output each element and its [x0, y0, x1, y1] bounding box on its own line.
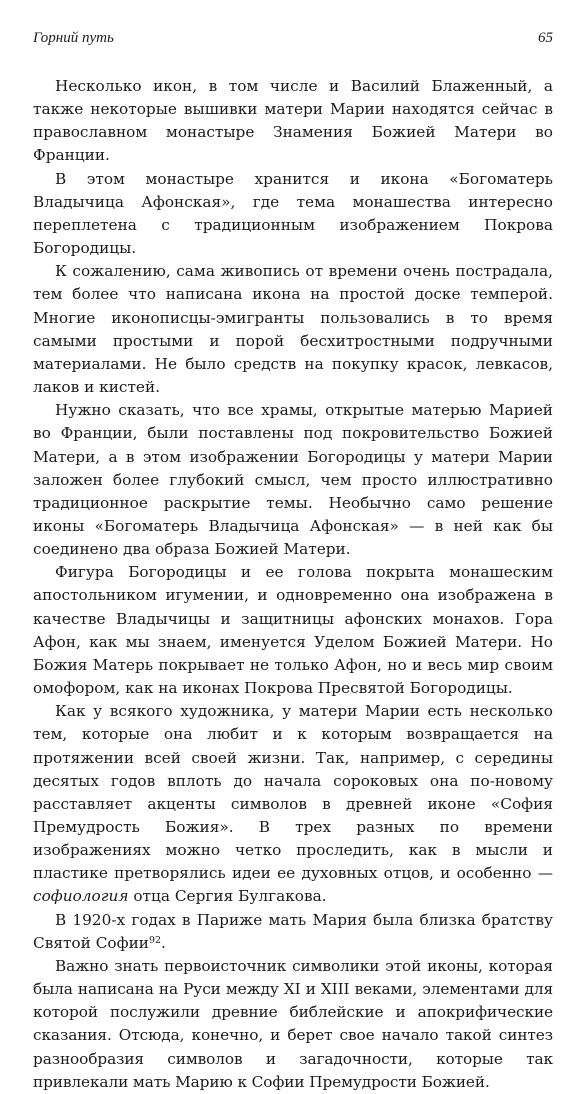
paragraph: Несколько икон, в том числе и Василий Блаженный, а также некоторые вышивки матери Марии находятся сейчас в православном монастыре Знамения Божией Матери во Франции.	[33, 77, 553, 165]
paragraph-text: .	[161, 933, 166, 952]
paragraph-text: отца Сергия Булгакова.	[128, 887, 327, 906]
paragraph: Нужно сказать, что все храмы, открытые матерью Марией во Франции, были поставлены под покровительство Божией Матери, а в этом изображении Богородицы у матери Марии заложен более глубокий смысл, чем просто иллюстративно традиционное раскрытие темы. Необычно само решение иконы «Богоматерь Владычица Афонская» — в ней как бы соединено два образа Божией Матери.	[33, 401, 553, 559]
paragraph: Важно знать первоисточник символики этой иконы, которая была написана на Руси между XI и XIII веками, элементами для которой послужили древние библейские и апокрифические сказания. Отсюда, конечно, и берет свое начало такой синтез разнообразия символов и загадочности, которые так привлекали мать Марию к Софии Премудрости Божией.	[33, 956, 553, 1091]
emphasis-term: софиология	[33, 887, 129, 906]
body-text	[33, 75, 553, 1094]
paragraph: Фигура Богородицы и ее голова покрыта монашеским апостольником игумении, и одновременно она изображена в качестве Владычицы и защитницы афонских монахов. Гора Афон, как мы знаем, именуется Уделом Божией Матери. Но Божия Матерь покрывает не только Афон, но и весь мир своим омофором, как на иконах Покрова Пресвятой Богородицы.	[33, 563, 553, 698]
paragraph: В этом монастыре хранится и икона «Богоматерь Владычица Афонская», где тема монашества интересно переплетена с традиционным изображением Покрова Богородицы.	[33, 169, 553, 258]
paragraph-text: Как у всякого художника, у матери Марии есть несколько тем, которые она любит и к которым возвращается на протяжении всей своей жизни. Так, например, с середины десятых годов вплоть до начала сороковых она по-новому расставляет акценты символов в древней иконе «София Премудрость Божия». В трех разных по времени изображениях можно четко проследить, как в мысли и пластике претворялись идеи ее духовных отцов, и особенно —	[33, 702, 553, 883]
running-title: Горний путь	[33, 30, 114, 46]
page-number: 65	[538, 30, 553, 46]
paragraph-text: В 1920-х годах в Париже мать Мария была близка братству Святой Софии	[33, 910, 553, 952]
paragraph	[33, 700, 553, 908]
paragraph: К сожалению, сама живопись от времени очень пострадала, тем более что написана икона на простой доске темперой. Многие иконописцы-эмигранты пользовались в то время самыми простыми и порой бесхитростными подручными материалами. Не было средств на покупку красок, левкасов, лаков и кистей.	[33, 262, 553, 397]
footnote-marker[interactable]: 92	[148, 934, 162, 946]
paragraph	[33, 909, 553, 955]
running-header	[33, 30, 553, 48]
